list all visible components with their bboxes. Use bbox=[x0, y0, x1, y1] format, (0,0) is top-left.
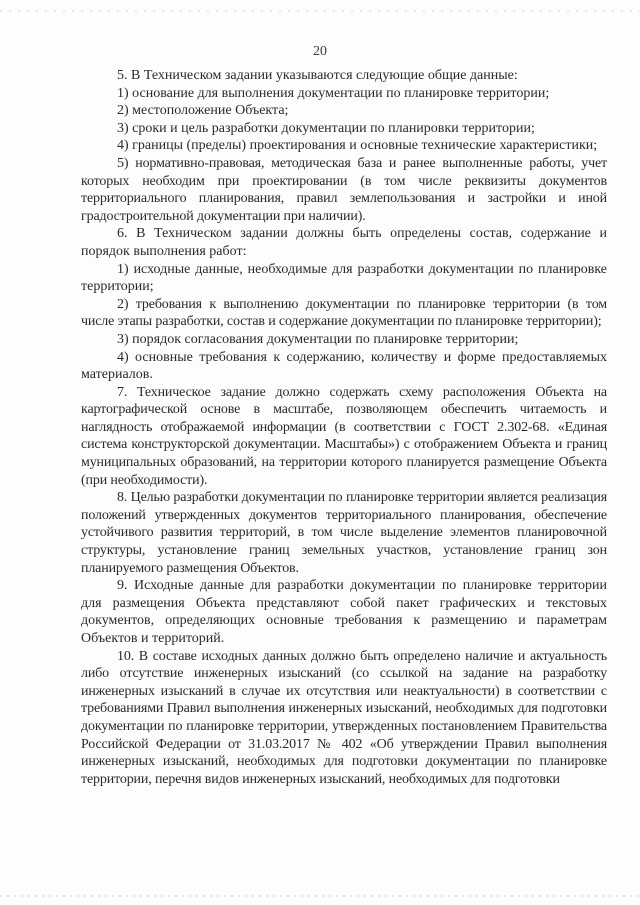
list-item-5-4: 4) границы (пределы) проектирования и основные технические характеристики; bbox=[117, 138, 598, 154]
list-item-6-2: 2) требования к выполнению документации по планировке территории (в том числе этапы разработки, состав и содержание документации по планировке территории); bbox=[81, 296, 607, 330]
list-item-6-1: 1) исходные данные, необходимые для разработки документации по планировке территории; bbox=[81, 261, 607, 295]
paragraph-7: 7. Техническое задание должно содержать схему расположения Объекта на картографической основе в масштабе, позволяющем обеспечить читаемость и наглядность отображаемой информации (в соответствии с ГОСТ 2.302-68. «Единая система конструкторской документации. Масштабы») с отображением Объекта и границ муниципальных образований, на территории которого планируется размещение Объекта (при необходимости). bbox=[81, 384, 607, 488]
paragraph-9: 9. Исходные данные для разработки документации по планировке территории для размещения Объекта представляют собой пакет графических и текстовых документов, определяющих основные требования к размещению и параметрам Объектов и территорий. bbox=[81, 578, 607, 646]
paragraph-8: 8. Целью разработки документации по планировке территории является реализация положений утвержденных документов территориального планирования, обеспечение устойчивого развития территорий, в том числе выделение элементов планировочной структуры, установление границ земельных участков, установление границ зон планируемого размещения Объектов. bbox=[81, 490, 607, 576]
list-item-5-3: 3) сроки и цель разработки документации по планировки территории; bbox=[117, 120, 535, 136]
paragraph-6-intro: 6. В Техническом задании должны быть определены состав, содержание и порядок выполнения работ: bbox=[81, 226, 607, 259]
paragraph-10: 10. В составе исходных данных должно быть определено наличие и актуальность либо отсутствие инженерных изысканий (со ссылкой на задание на разработку инженерных изысканий в случае их отсутствия или неактуальности) в соответствии с требованиями Правил выполнения инженерных изысканий, необходимых для подготовки документации по планировке территории, утвержденных постановлением Правительства Российской Федерации от 31.03.2017 № 402 «Об утверждении Правил выполнения инженерных изысканий, необходимых для подготовки документации по планировке территории, перечня видов инженерных изысканий, необходимых для подготовки bbox=[81, 648, 607, 787]
page-number: 20 bbox=[313, 44, 327, 59]
paragraph-5-intro: 5. В Техническом задании указываются следующие общие данные: bbox=[117, 68, 518, 83]
list-item-5-2: 2) местоположение Объекта; bbox=[117, 103, 289, 119]
scan-artifact-top bbox=[0, 10, 640, 12]
list-item-5-5: 5) нормативно-правовая, методическая база и ранее выполненные работы, учет которых необходим при проектировании (в том числе реквизиты документов территориального планирования, правил землепользования и застройки и иной градостроительной документации при наличии). bbox=[81, 155, 607, 224]
scan-artifact-bottom bbox=[0, 895, 640, 897]
list-item-6-4: 4) основные требования к содержанию, количеству и форме предоставляемых материалов. bbox=[81, 349, 607, 383]
list-item-6-3: 3) порядок согласования документации по планировке территории; bbox=[117, 331, 519, 347]
list-item-5-1: 1) основание для выполнения документации по планировке территории; bbox=[117, 85, 550, 101]
document-body bbox=[81, 67, 607, 788]
